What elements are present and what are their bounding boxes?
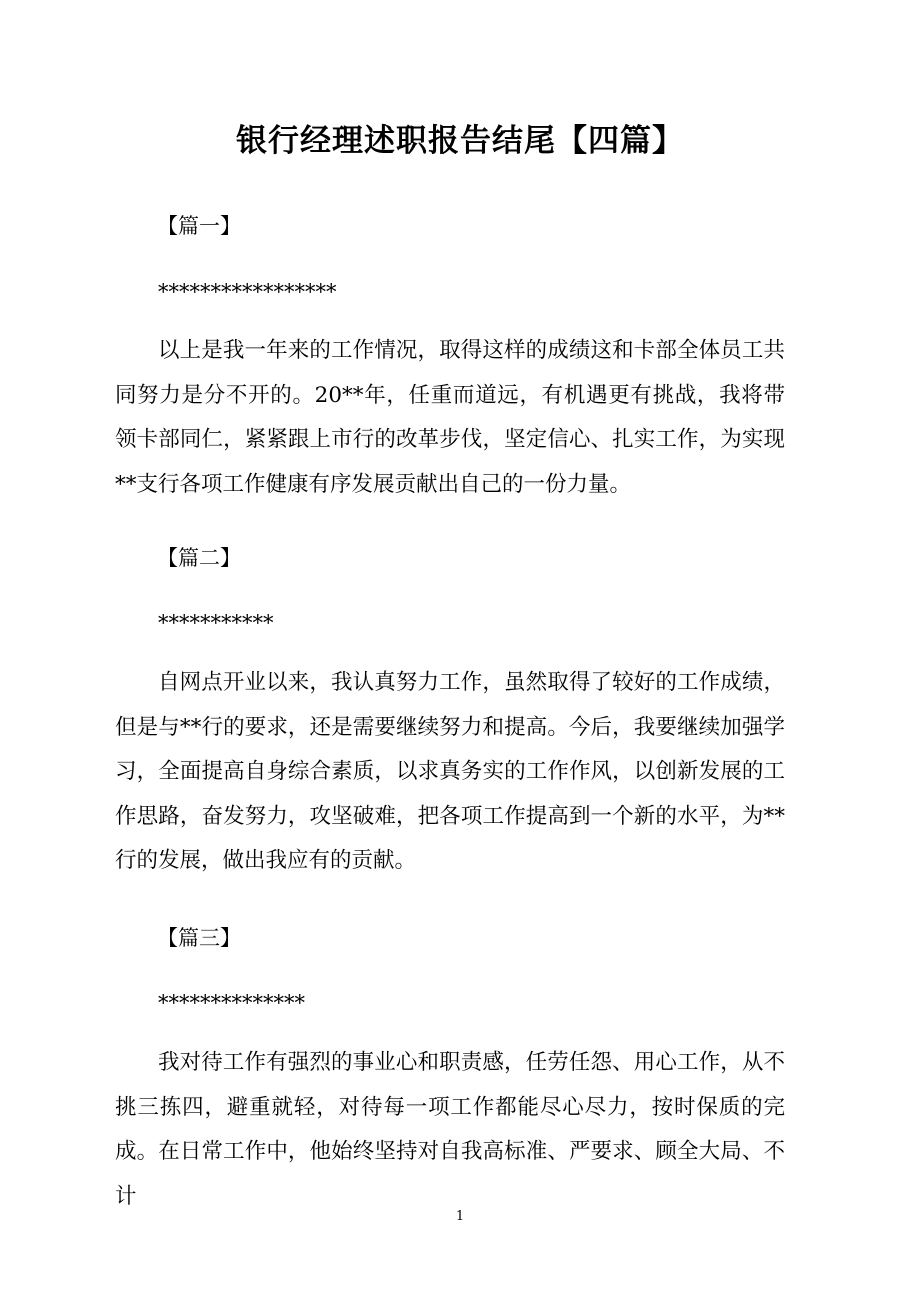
section-paragraph-2: 自网点开业以来，我认真努力工作，虽然取得了较好的工作成绩，但是与**行的要求，还是需要继续努力和提高。今后，我要继续加强学习，全面提高自身综合素质，以求真务实的工作作风，以创新发展的工作思路，奋发努力，攻坚破难，把各项工作提高到一个新的水平，为**行的发展，做出我应有的贡献。 (115, 670, 785, 873)
section-heading-2: 【篇二】 (157, 546, 241, 570)
section-stars-2: *********** (158, 611, 274, 635)
section-paragraph-1: 以上是我一年来的工作情况，取得这样的成绩这和卡部全体员工共同努力是分不开的。20**年，任重而道远，有机遇更有挑战，我将带领卡部同仁，紧紧跟上市行的改革步伐，坚定信心、扎实工作，为实现**支行各项工作健康有序发展贡献出自己的一份力量。 (115, 338, 785, 497)
document-title: 银行经理述职报告结尾【四篇】 (236, 123, 684, 159)
section-heading-3: 【篇三】 (157, 926, 241, 950)
section-heading-1: 【篇一】 (157, 214, 241, 238)
section-stars-3: ************** (158, 991, 305, 1015)
section-paragraph-3: 我对待工作有强烈的事业心和职责感，任劳任怨、用心工作，从不挑三拣四，避重就轻，对待每一项工作都能尽心尽力，按时保质的完成。在日常工作中，他始终坚持对自我高标准、严要求、顾全大局、不计 (115, 1050, 785, 1209)
section-stars-1: ***************** (158, 280, 337, 304)
page-number: 1 (455, 1209, 465, 1224)
